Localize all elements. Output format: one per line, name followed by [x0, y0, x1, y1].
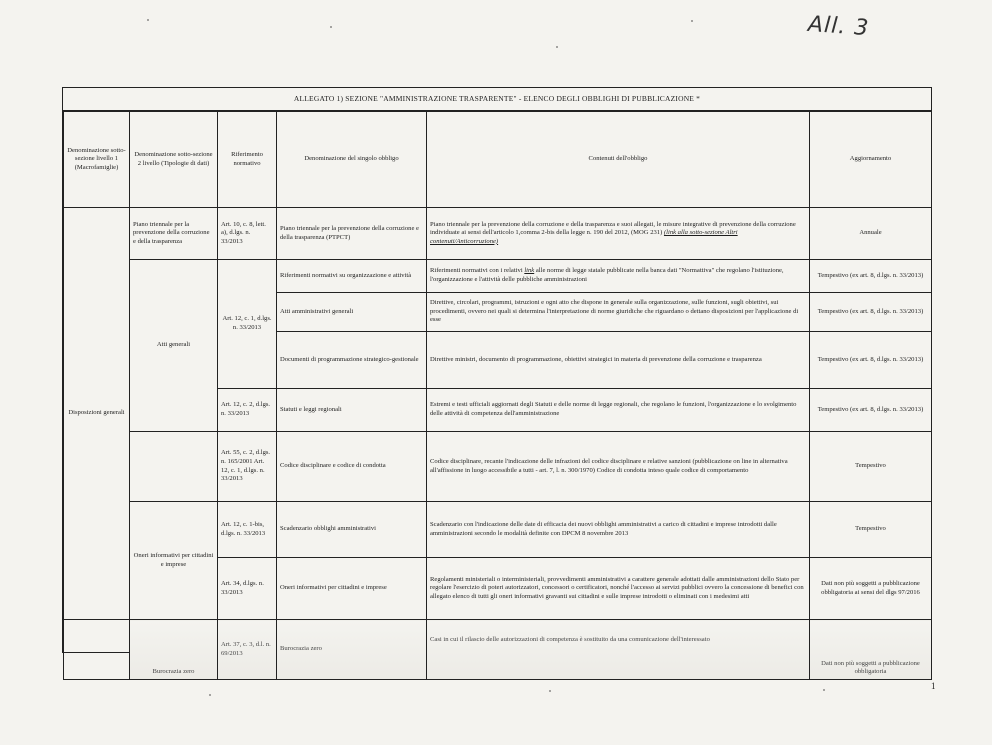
- cell-update: Tempestivo: [810, 432, 932, 502]
- cell-reference: Art. 37, c. 3, d.l. n. 69/2013: [218, 620, 277, 680]
- group-atti-generali: Atti generali: [130, 260, 218, 432]
- cell-obligation: Documenti di programmazione strategico-gestionale: [277, 332, 427, 389]
- header-level2: Denominazione sotto-sezione 2 livello (Tipologie di dati): [130, 112, 218, 208]
- cell-update: Dati non più soggetti a pubblicazione obbligatoria: [810, 620, 932, 680]
- cell-content: Casi in cui il rilascio delle autorizzazioni di competenza è sostituito da una comunicazione dell'interessato: [427, 620, 810, 680]
- content-link: (link alla sotto-sezione Altri contenuti/Anticorruzione): [430, 229, 738, 245]
- cell-reference: Art. 34, d.lgs. n. 33/2013: [218, 558, 277, 620]
- cell-content: [427, 260, 810, 293]
- header-level1: Denominazione sotto-sezione livello 1 (Macrofamiglie): [64, 112, 130, 208]
- cell-obligation: Codice disciplinare e codice di condotta: [277, 432, 427, 502]
- cell-obligation: Atti amministrativi generali: [277, 293, 427, 332]
- cell-update: Tempestivo (ex art. 8, d.lgs. n. 33/2013): [810, 293, 932, 332]
- table-row: [64, 208, 932, 260]
- cell-obligation: Oneri informativi per cittadini e imprese: [277, 558, 427, 620]
- cell-content: Direttive, circolari, programmi, istruzioni e ogni atto che dispone in generale sulla organizzazione, sulle funzioni, sugli obiettivi, sui procedimenti, ovvero nei quali si determina l'interpretazione di norme giuridiche che riguardano o dettano disposizioni per l'applicazione di esse: [427, 293, 810, 332]
- cell-content: Scadenzario con l'indicazione delle date di efficacia dei nuovi obblighi amministrativi a carico di cittadini e imprese introdotti dalle amministrazioni secondo le modalità definite con DPCM 8 novembre 2013: [427, 502, 810, 558]
- cell-obligation: Scadenzario obblighi amministrativi: [277, 502, 427, 558]
- cell-level2: Piano triennale per la prevenzione della corruzione e della trasparenza: [130, 208, 218, 260]
- table-row: [64, 432, 932, 502]
- cell-obligation: Piano triennale per la prevenzione della corruzione e della trasparenza (PTPCT): [277, 208, 427, 260]
- table-row: [64, 260, 932, 293]
- header-reference: Riferimento normativo: [218, 112, 277, 208]
- content-text: Riferimenti normativi con i relativi: [430, 267, 523, 275]
- cell-update: Tempestivo (ex art. 8, d.lgs. n. 33/2013): [810, 332, 932, 389]
- cell-level2-empty: [130, 432, 218, 502]
- cell-reference: Art. 10, c. 8, lett. a), d.lgs. n. 33/2013: [218, 208, 277, 260]
- group-oneri-informativi: Oneri informativi per cittadini e imprese: [130, 502, 218, 620]
- cell-reference: Art. 12, c. 1, d.lgs. n. 33/2013: [218, 260, 277, 389]
- table-row: [64, 620, 932, 680]
- cell-level1-empty: [64, 620, 130, 680]
- cell-update: Tempestivo: [810, 502, 932, 558]
- header-obligation: Denominazione del singolo obbligo: [277, 112, 427, 208]
- cell-update: Tempestivo (ex art. 8, d.lgs. n. 33/2013): [810, 389, 932, 432]
- cell-reference: Art. 12, c. 2, d.lgs. n. 33/2013: [218, 389, 277, 432]
- cell-content: Direttive ministri, documento di programmazione, obiettivi strategici in materia di prevenzione della corruzione e trasparenza: [427, 332, 810, 389]
- handwritten-annotation: All. 3: [807, 11, 871, 42]
- cell-update: Tempestivo (ex art. 8, d.lgs. n. 33/2013): [810, 260, 932, 293]
- cell-content: Regolamenti ministeriali o interministeriali, provvedimenti amministrativi a carattere generale adottati dalle amministrazioni dello Stato per regolare l'esercizio di poteri autorizzatori, concessori o certificatori, nonché l'accesso ai servizi pubblici ovvero la concessione di benefici con allegato elenco di tutti gli oneri informativi gravanti sui cittadini e sulle imprese introdotti o eliminati con i medesimi atti: [427, 558, 810, 620]
- group-burocrazia-zero: Burocrazia zero: [130, 620, 218, 680]
- cell-obligation: Burocrazia zero: [277, 620, 427, 680]
- document-table-frame: [62, 87, 932, 676]
- content-link: link: [524, 267, 535, 275]
- content-text: Piano triennale per la prevenzione della corruzione e della trasparenza e suoi allegati, le misure integrative di prevenzione della corruzione individuate ai sensi dell'articolo 1,comma 2-bis della legge n. 190 del 2012, (MOG 231): [430, 220, 796, 237]
- cell-content: Estremi e testi ufficiali aggiornati degli Statuti e delle norme di legge regionali, che regolano le funzioni, l'organizzazione e lo svolgimento delle attività di competenza dell'amministrazione: [427, 389, 810, 432]
- obligations-table: [63, 111, 932, 680]
- table-header-row: [64, 112, 932, 208]
- header-update: Aggiornamento: [810, 112, 932, 208]
- document-title: ALLEGATO 1) SEZIONE "AMMINISTRAZIONE TRASPARENTE" - ELENCO DEGLI OBBLIGHI DI PUBBLICAZIONE *: [63, 88, 931, 111]
- cell-update: Dati non più soggetti a pubblicazione obbligatoria ai sensi del dlgs 97/2016: [810, 558, 932, 620]
- cell-reference: Art. 55, c. 2, d.lgs. n. 165/2001 Art. 12, c. 1, d.lgs. n. 33/2013: [218, 432, 277, 502]
- cell-obligation: Statuti e leggi regionali: [277, 389, 427, 432]
- table-row: [64, 502, 932, 558]
- cell-update: Annuale: [810, 208, 932, 260]
- cell-content: [427, 208, 810, 260]
- group-disposizioni-generali: Disposizioni generali: [64, 208, 130, 620]
- content-text: alle norme di legge statale pubblicate nella banca dati "Normattiva" che regolano l'istituzione, l'organizzazione e l'attività delle pubbliche amministrazioni: [430, 267, 784, 283]
- cell-reference: Art. 12, c. 1-bis, d.lgs. n. 33/2013: [218, 502, 277, 558]
- header-content: Contenuti dell'obbligo: [427, 112, 810, 208]
- cell-content: Codice disciplinare, recante l'indicazione delle infrazioni del codice disciplinare e relative sanzioni (pubblicazione on line in alternativa all'affissione in luogo accessibile a tutti - art. 7, l. n. 300/1970) Codice di condotta inteso quale codice di comportamento: [427, 432, 810, 502]
- cell-obligation: Riferimenti normativi su organizzazione e attività: [277, 260, 427, 293]
- page-number: 1: [931, 681, 936, 691]
